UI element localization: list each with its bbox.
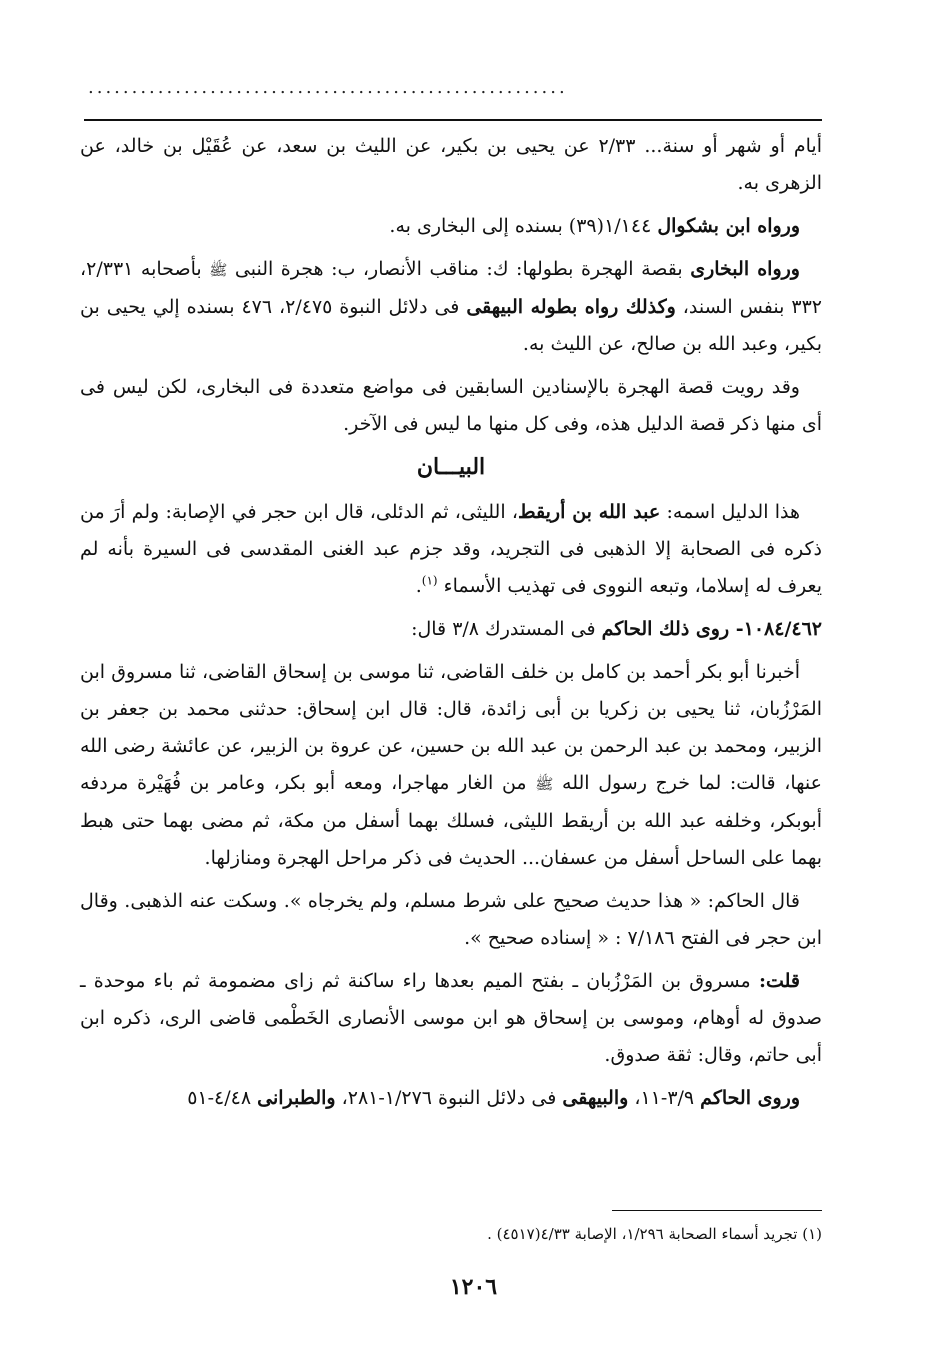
paragraph-5-text-2: ، الليثى، ثم الدئلى، قال ابن حجر في الإصابة: ولم أرَ من ذكره فى الصحابة إلا الذهبى فى التجريد، وقد جزم عبد الغنى المقدسى فى السيرة بأنه لم يعرف له إسلاما، وتبعه النووى فى تهذيب الأسماء <box>80 501 822 597</box>
paragraph-9-text: مسروق بن المَرْزُبان ـ بفتح الميم بعدها راء ساكنة ثم زاى مضمومة ثم باء موحدة ـ صدوق له أوهام، وموسى بن إسحاق هو ابن موسى الأنصارى الخَطْمى قاضى الرى، ذكره ابن أبى حاتم، وقال: ثقة صدوق. <box>80 970 822 1066</box>
paragraph-8 <box>80 883 822 957</box>
paragraph-5-end: . <box>415 575 422 597</box>
paragraph-5 <box>80 494 822 605</box>
paragraph-4-text: وقد رويت قصة الهجرة بالإسنادين السابقين فى مواضع متعددة فى البخارى، لكن ليس فى أى منها ذكر قصة الدليل هذه، وفى كل منها ما ليس فى الآخر. <box>80 376 822 435</box>
paragraph-10-text-2: فى دلائل النبوة ١/٢٧٦-٢٨١، <box>335 1087 563 1109</box>
paragraph-6-bold: ١٠٨٤/٤٦٢- روى ذلك الحاكم <box>601 618 822 640</box>
header-dotted-line: ....................................................... <box>88 78 568 98</box>
section-heading: البيـــان <box>416 454 486 480</box>
footnote-rule <box>612 1210 822 1211</box>
paragraph-7-text-2: من الغار مهاجرا، ومعه أبو بكر، وعامر بن فُهَيْرة مردفه أبوبكر، وخلفه عبد الله بن أريقط الليثى، فسلك بهما أسفل من مكة، ثم مضى بهما حتى هبط بهما على الساحل أسفل من عسفان... الحديث فى ذكر مراحل الهجرة ومنازلها. <box>80 772 822 869</box>
paragraph-3-bold-1: ورواه البخارى <box>690 258 800 280</box>
salawat-glyph-1: ﷺ <box>209 261 228 279</box>
paragraph-9-bold: قلت: <box>758 970 800 992</box>
paragraph-5-bold: عبد الله بن أريقط <box>518 501 661 523</box>
paragraph-10-text-1: ٣/٩-١١، <box>628 1087 701 1109</box>
paragraph-6 <box>80 611 822 648</box>
paragraph-10-bold-1: وروى الحاكم <box>700 1087 800 1109</box>
paragraph-2-text: ١/١٤٤(٣٩) بسنده إلى البخارى به. <box>389 215 658 237</box>
main-text <box>80 128 822 1123</box>
paragraph-6-text: فى المستدرك ٣/٨ قال: <box>411 618 602 640</box>
salawat-glyph-2: ﷺ <box>535 775 554 793</box>
page-number: ١٢٠٦ <box>449 1274 498 1300</box>
header-rule <box>84 119 822 121</box>
paragraph-10-bold-2: والبيهقى <box>562 1087 629 1109</box>
paragraph-5-text-1: هذا الدليل اسمه: <box>660 501 800 523</box>
paragraph-8-text: قال الحاكم: « هذا حديث صحيح على شرط مسلم، ولم يخرجاه ». وسكت عنه الذهبى. وقال ابن حجر فى الفتح ٧/١٨٦ : « إسناده صحيح ». <box>80 890 822 949</box>
footnote-ref: (١) <box>421 573 438 588</box>
paragraph-1-text: أيام أو شهر أو سنة... ٢/٣٣ عن يحيى بن بكير، عن الليث بن سعد، عن عُقَيْل بن خالد، عن الزهرى به. <box>80 135 822 194</box>
paragraph-3-text-2: بأصحابه ٢/٣٣١، ٣٣٢ بنفس السند، <box>80 258 823 318</box>
paragraph-2 <box>80 208 822 245</box>
paragraph-7 <box>80 654 822 877</box>
paragraph-1 <box>80 128 822 202</box>
footnote: (١) تجريد أسماء الصحابة ١/٢٩٦، الإصابة ٤/٣٣(٤٥١٧) . <box>487 1225 822 1243</box>
paragraph-3 <box>80 251 822 363</box>
paragraph-2-bold: ورواه ابن بشكوال <box>657 215 800 237</box>
paragraph-9 <box>80 963 822 1074</box>
paragraph-3-text-3: فى دلائل النبوة ٢/٤٧٥، ٤٧٦ بسنده إلي يحيى بن بكير، وعبد الله بن صالح، عن الليث به. <box>80 296 822 355</box>
paragraph-4 <box>80 369 822 443</box>
paragraph-7-text-1: أخبرنا أبو بكر أحمد بن كامل بن خلف القاضى، ثنا موسى بن إسحاق القاضى، ثنا مسروق ابن المَرْزُبان، ثنا يحيى بن زكريا بن أبى زائدة، قال: قال ابن إسحاق: حدثنى محمد بن جعفر بن الزبير، ومحمد بن عبد الرحمن بن عبد الله بن حسين، عن عروة بن الزبير، عن عائشة رضى الله عنها، قالت: لما خرج رسول الله <box>80 661 822 794</box>
paragraph-10 <box>80 1080 822 1117</box>
paragraph-3-bold-2: وكذلك رواه بطوله البيهقى <box>466 296 676 318</box>
paragraph-3-text-1: بقصة الهجرة بطولها: ك: مناقب الأنصار، ب: هجرة النبى <box>227 258 691 280</box>
paragraph-10-text-3: ٤/٤٨-٥١ <box>187 1087 258 1109</box>
paragraph-10-bold-3: والطبرانى <box>257 1087 336 1109</box>
